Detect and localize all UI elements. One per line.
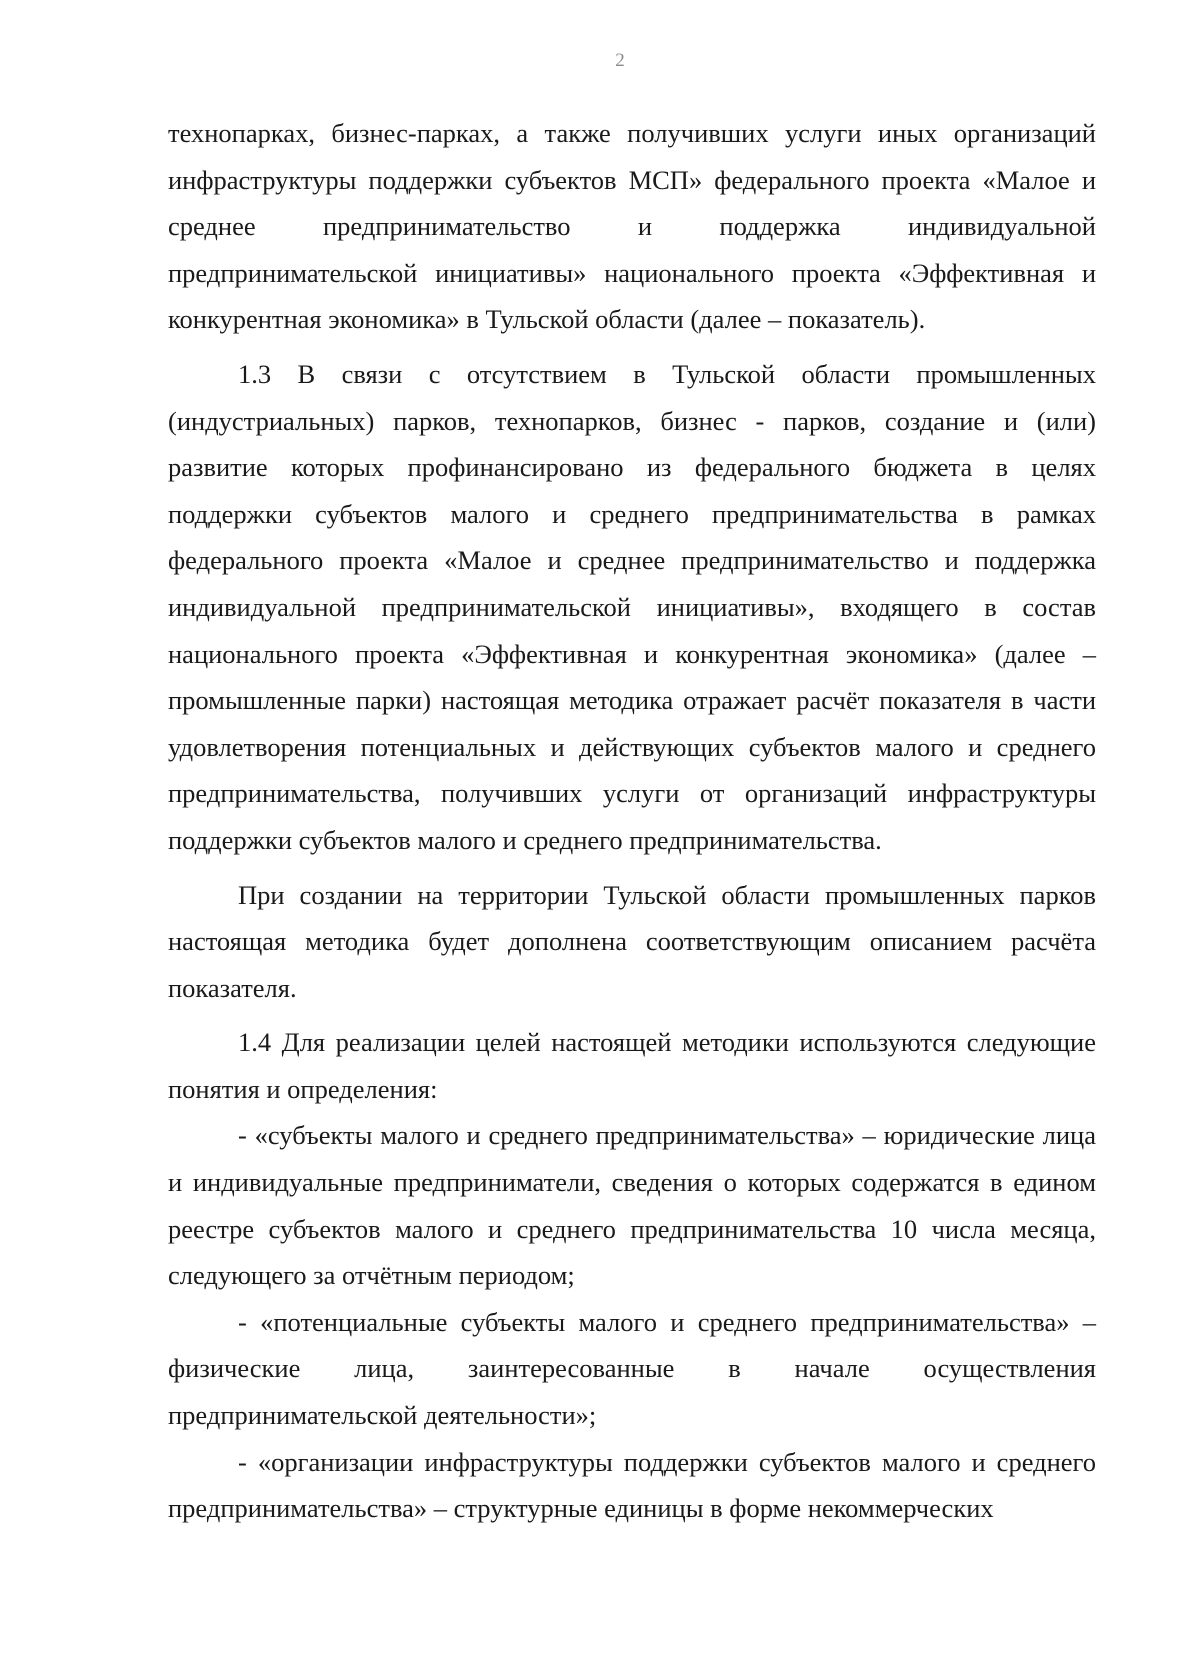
paragraph-1-4: 1.4 Для реализации целей настоящей методики используются следующие понятия и определения: — [168, 1027, 1096, 1104]
paragraph-continuation: технопарках, бизнес-парках, а также получивших услуги иных организаций инфраструктуры поддержки субъектов МСП» федерального проекта «Малое и среднее предпринимательство и поддержка индивидуальной предпринимательской инициативы» национального проекта «Эффективная и конкурентная экономика» в Тульской области (далее – показатель). — [168, 118, 1096, 335]
page-number: 2 — [615, 50, 625, 71]
paragraph-1-3: 1.3 В связи с отсутствием в Тульской области промышленных (индустриальных) парков, технопарков, бизнес - парков, создание и (или) развитие которых профинансировано из федерального бюджета в целях поддержки субъектов малого и среднего предпринимательства в рамках федерального проекта «Малое и среднее предпринимательство и поддержка индивидуальной предпринимательской инициативы», входящего в состав национального проекта «Эффективная и конкурентная экономика» (далее – промышленные парки) настоящая методика отражает расчёт показателя в части удовлетворения потенциальных и действующих субъектов малого и среднего предпринимательства, получивших услуги от организаций инфраструктуры поддержки субъектов малого и среднего предпринимательства. — [168, 358, 1096, 855]
definition-potential-sme: - «потенциальные субъекты малого и среднего предпринимательства» – физические лица, заинтересованные в начале осуществления предпринимательской деятельности»; — [168, 1306, 1096, 1431]
document-body — [168, 110, 1096, 1532]
definition-infrastructure-orgs: - «организации инфраструктуры поддержки субъектов малого и среднего предпринимательства» – структурные единицы в форме некоммерческих — [168, 1446, 1096, 1524]
paragraph-industrial-parks: При создании на территории Тульской области промышленных парков настоящая методика будет дополнена соответствующим описанием расчёта показателя. — [168, 879, 1096, 1003]
definition-sme: - «субъекты малого и среднего предпринимательства» – юридические лица и индивидуальные предприниматели, сведения о которых содержатся в едином реестре субъектов малого и среднего предпринимательства 10 числа месяца, следующего за отчётным периодом; — [168, 1120, 1096, 1291]
